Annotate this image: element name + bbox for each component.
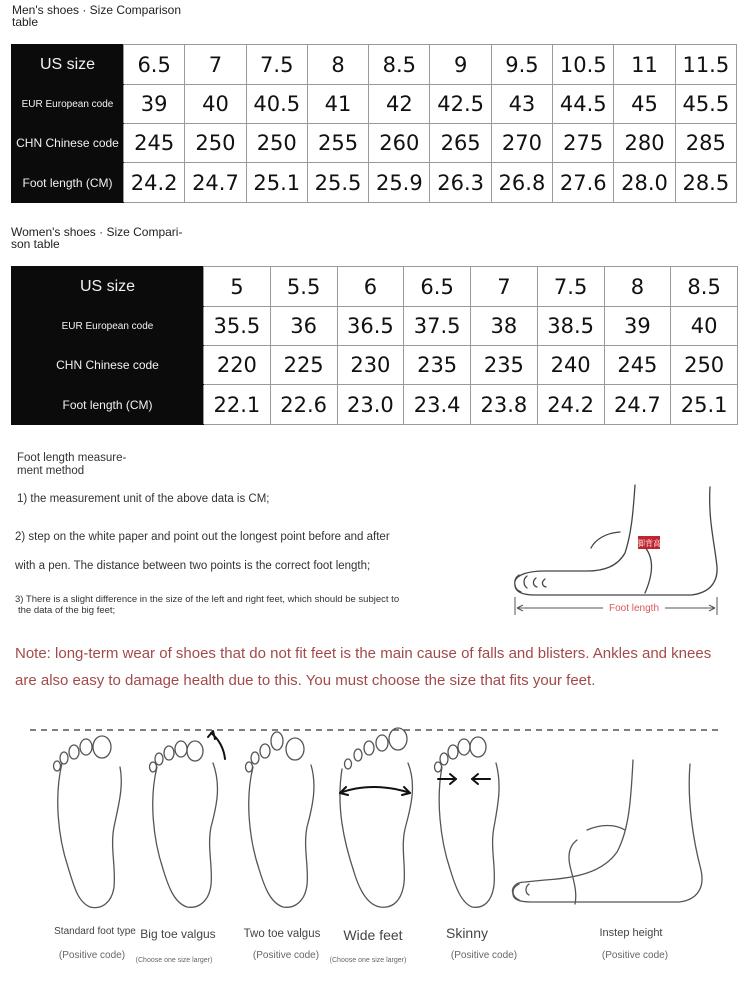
size-cell: 245 <box>124 124 185 163</box>
two-toe-valgus-icon <box>246 732 314 907</box>
foot-type-note-5: (Positive code) <box>601 950 669 961</box>
size-cell: 9 <box>430 45 491 85</box>
row-header-label: Foot length (CM) <box>12 163 124 203</box>
size-cell: 255 <box>307 124 368 163</box>
measure-step-2a: 2) step on the white paper and point out the longest point before and after <box>15 531 390 543</box>
size-cell: 37.5 <box>404 307 471 346</box>
row-header-label: CHN Chinese code <box>12 346 204 385</box>
size-cell: 280 <box>614 124 675 163</box>
size-cell: 40.5 <box>246 85 307 124</box>
size-cell: 7.5 <box>537 267 604 307</box>
row-header-label: US size <box>12 267 204 307</box>
size-cell: 28.5 <box>675 163 736 203</box>
men-caption-line2: table <box>12 15 39 29</box>
measure-title-line2: ment method <box>17 465 85 477</box>
size-cell: 25.1 <box>671 385 738 425</box>
women-caption-line2: son table <box>11 237 60 251</box>
size-cell: 7.5 <box>246 45 307 85</box>
size-row <box>12 45 737 85</box>
size-cell: 235 <box>404 346 471 385</box>
foot-type-note-2: (Positive code) <box>252 950 320 961</box>
size-cell: 5.5 <box>270 267 337 307</box>
foot-type-label-0: Standard foot type <box>54 926 136 937</box>
size-cell: 24.2 <box>537 385 604 425</box>
size-cell: 25.5 <box>307 163 368 203</box>
size-cell: 220 <box>204 346 271 385</box>
size-cell: 11.5 <box>675 45 736 85</box>
fit-warning-note <box>15 640 735 694</box>
foot-type-label-2: Two toe valgus <box>243 928 321 940</box>
women-size-table <box>11 266 738 425</box>
size-cell: 8.5 <box>671 267 738 307</box>
size-cell: 240 <box>537 346 604 385</box>
size-cell: 11 <box>614 45 675 85</box>
size-cell: 6.5 <box>124 45 185 85</box>
standard-foot-icon <box>54 736 122 908</box>
skinny-foot-icon <box>435 737 500 907</box>
foot-type-note-4: (Positive code) <box>450 950 518 961</box>
measure-step-3a: 3) There is a slight difference in the size of the left and right feet, which should be subject to <box>15 594 400 605</box>
size-cell: 38 <box>471 307 538 346</box>
size-cell: 22.1 <box>204 385 271 425</box>
row-header-label: CHN Chinese code <box>12 124 124 163</box>
foot-measure-illustration <box>505 475 740 620</box>
size-cell: 40 <box>671 307 738 346</box>
foot-type-note-3: (Choose one size larger) <box>329 957 407 964</box>
size-cell: 43 <box>491 85 552 124</box>
size-cell: 22.6 <box>270 385 337 425</box>
size-cell: 25.9 <box>369 163 430 203</box>
women-caption-line1: Women's shoes · Size Compari- <box>11 225 183 239</box>
size-cell: 35.5 <box>204 307 271 346</box>
row-header-label: EUR European code <box>12 307 204 346</box>
instep-stamp-text: 脚背高 <box>637 539 661 548</box>
size-cell: 27.6 <box>553 163 614 203</box>
measure-title <box>17 452 126 478</box>
size-cell: 270 <box>491 124 552 163</box>
size-row <box>12 85 737 124</box>
size-row <box>12 307 738 346</box>
size-cell: 26.8 <box>491 163 552 203</box>
size-cell: 36 <box>270 307 337 346</box>
size-cell: 42.5 <box>430 85 491 124</box>
size-cell: 25.1 <box>246 163 307 203</box>
size-cell: 6 <box>337 267 404 307</box>
foot-type-note-0: (Positive code) <box>58 950 126 961</box>
foot-type-label-5: Instep height <box>599 927 663 939</box>
size-cell: 42 <box>369 85 430 124</box>
size-cell: 23.4 <box>404 385 471 425</box>
size-row <box>12 267 738 307</box>
size-row <box>12 124 737 163</box>
foot-length-label: Foot length <box>608 603 660 614</box>
foot-type-label-3: Wide feet <box>343 927 403 943</box>
size-row <box>12 385 738 425</box>
size-cell: 230 <box>337 346 404 385</box>
measure-step-3 <box>15 594 399 616</box>
size-cell: 250 <box>246 124 307 163</box>
measure-step-2b: with a pen. The distance between two points is the correct foot length; <box>15 560 371 572</box>
size-cell: 250 <box>671 346 738 385</box>
foot-type-note-1: (Choose one size larger) <box>135 957 213 964</box>
row-header-label: US size <box>12 45 124 85</box>
big-toe-valgus-icon <box>150 731 226 907</box>
men-caption-line1: Men's shoes · Size Comparison <box>12 3 182 17</box>
size-row <box>12 346 738 385</box>
size-cell: 7 <box>185 45 246 85</box>
row-header-label: EUR European code <box>12 85 124 124</box>
size-cell: 38.5 <box>537 307 604 346</box>
size-cell: 6.5 <box>404 267 471 307</box>
size-cell: 265 <box>430 124 491 163</box>
size-cell: 7 <box>471 267 538 307</box>
foot-type-label-1: Big toe valgus <box>140 927 216 941</box>
size-cell: 250 <box>185 124 246 163</box>
size-cell: 45 <box>614 85 675 124</box>
size-cell: 39 <box>124 85 185 124</box>
size-cell: 45.5 <box>675 85 736 124</box>
size-cell: 36.5 <box>337 307 404 346</box>
size-cell: 225 <box>270 346 337 385</box>
size-cell: 26.3 <box>430 163 491 203</box>
women-table-caption <box>11 226 182 250</box>
size-cell: 5 <box>204 267 271 307</box>
size-cell: 41 <box>307 85 368 124</box>
measure-title-line1: Foot length measure- <box>17 452 127 464</box>
note-line1: Note: long-term wear of shoes that do not fit feet is the main cause of falls and blisters. Ankles and knees <box>15 645 712 662</box>
size-cell: 28.0 <box>614 163 675 203</box>
size-cell: 39 <box>604 307 671 346</box>
size-cell: 40 <box>185 85 246 124</box>
note-line2: are also easy to damage health due to this. You must choose the size that fits your feet. <box>15 672 596 689</box>
size-cell: 285 <box>675 124 736 163</box>
size-cell: 8 <box>307 45 368 85</box>
foot-type-label-4: Skinny <box>445 925 489 941</box>
wide-feet-icon <box>340 728 413 907</box>
men-size-table <box>11 44 737 203</box>
size-cell: 245 <box>604 346 671 385</box>
row-header-label: Foot length (CM) <box>12 385 204 425</box>
size-cell: 23.0 <box>337 385 404 425</box>
size-cell: 260 <box>369 124 430 163</box>
size-cell: 10.5 <box>553 45 614 85</box>
size-cell: 275 <box>553 124 614 163</box>
size-cell: 8.5 <box>369 45 430 85</box>
size-cell: 24.7 <box>185 163 246 203</box>
measure-step-1: 1) the measurement unit of the above data is CM; <box>17 493 270 505</box>
foot-types-illustration <box>0 715 750 945</box>
size-cell: 24.2 <box>124 163 185 203</box>
instep-height-icon <box>513 760 703 904</box>
measure-step-3b: the data of the big feet; <box>18 605 116 616</box>
size-cell: 24.7 <box>604 385 671 425</box>
size-row <box>12 163 737 203</box>
size-cell: 235 <box>471 346 538 385</box>
size-cell: 44.5 <box>553 85 614 124</box>
men-table-caption <box>12 4 181 28</box>
size-cell: 9.5 <box>491 45 552 85</box>
size-cell: 8 <box>604 267 671 307</box>
size-cell: 23.8 <box>471 385 538 425</box>
